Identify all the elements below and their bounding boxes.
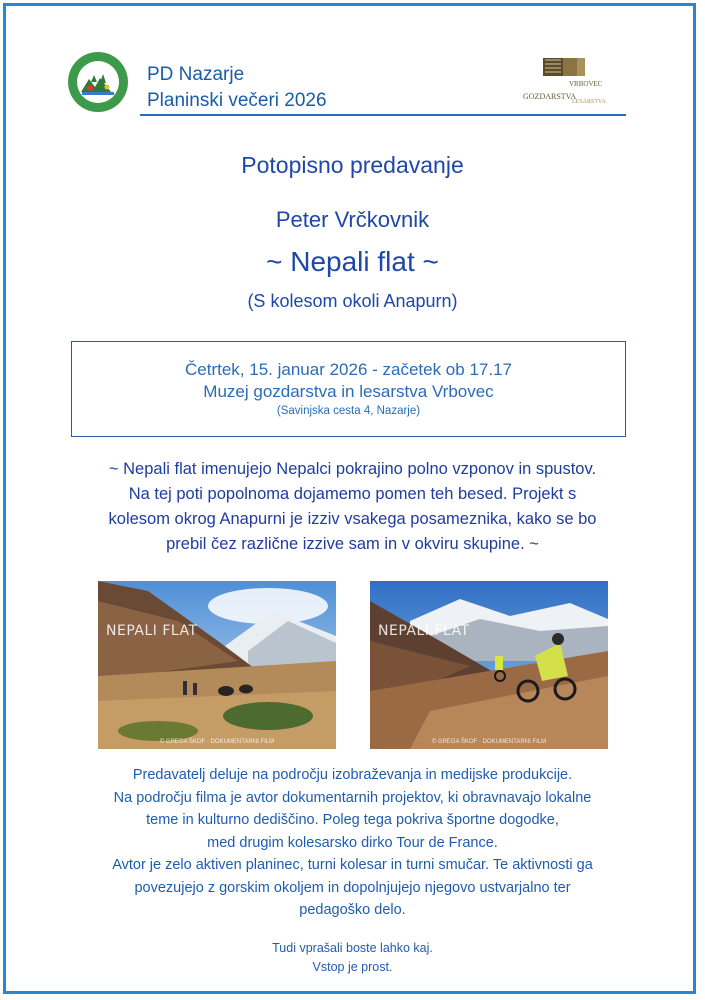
photo-trek-valley [98,581,336,749]
header-text [147,62,327,114]
intro-paragraph [60,457,645,557]
intro-line: Na tej poti popolnoma dojamemo pomen teh besed. Projekt s [128,485,577,503]
bio-paragraph [60,764,645,922]
series-name: Planinski večeri 2026 [147,90,327,111]
header-divider [140,114,626,116]
photo-mountain-bikers [370,581,608,749]
footer-admission: Vstop je prost. [312,960,393,974]
bio-line: Avtor je zelo aktiven planinec, turni kolesar in turni smučar. Te aktivnosti ga [112,857,593,873]
photo-credit: © GREGA ŠKOF · DOKUMENTARNI FILM [159,739,275,745]
photo-caption: NEPALI FLAT [378,623,470,639]
speaker-name: Peter Vrčkovnik [275,207,430,232]
event-info-box [71,341,626,437]
event-address: (Savinjska cesta 4, Nazarje) [276,405,421,417]
talk-subtitle: (S kolesom okoli Anapurn) [247,291,458,311]
bio-line: Na področju filma je avtor dokumentarnih projektov, ki obravnavajo lokalne [113,789,592,806]
bio-line: Predavatelj deluje na področju izobraževanja in medijske produkcije. [132,767,573,783]
bio-line: teme in kulturno dediščino. Poleg tega pokriva športne dogodke, [146,812,559,828]
org-name: PD Nazarje [147,64,245,85]
museum-logo-gozdarstva: GOZDARSTVA [523,92,577,101]
photo-credit: © GREGA ŠKOF · DOKUMENTARNI FILM [431,739,547,745]
museum-logo-lesarstva: LESARSTVA [572,99,606,105]
photo-caption: NEPALI FLAT [106,623,198,639]
bio-line: povezujejo z gorskim okoljem in dopolnjujejo njegovo ustvarjalno ter [134,879,571,896]
event-venue: Muzej gozdarstva in lesarstva Vrbovec [203,382,494,401]
event-datetime: Četrtek, 15. januar 2026 - začetek ob 17.17 [185,360,512,379]
intro-line: kolesom okrog Anapurni je izziv vsakega posameznika, kako se bo [108,510,597,528]
museum-logo [519,52,615,110]
bio-line: pedagoško delo. [299,902,406,918]
bio-line: med drugim kolesarsko dirko Tour de France. [207,834,498,851]
intro-line: prebil čez različne izzive sam in v okviru skupine. ~ [166,535,539,553]
pd-nazarje-logo [67,51,129,113]
museum-logo-vrbovec: VRBOVEC [569,80,603,88]
footer-questions: Tudi vprašali boste lahko kaj. [272,941,433,955]
footer-note [0,939,705,977]
talk-title: ~ Nepali flat ~ [266,246,439,277]
event-kind: Potopisno predavanje [241,152,464,178]
intro-line: ~ Nepali flat imenujejo Nepalci pokrajino polno vzponov in spustov. [108,460,597,478]
